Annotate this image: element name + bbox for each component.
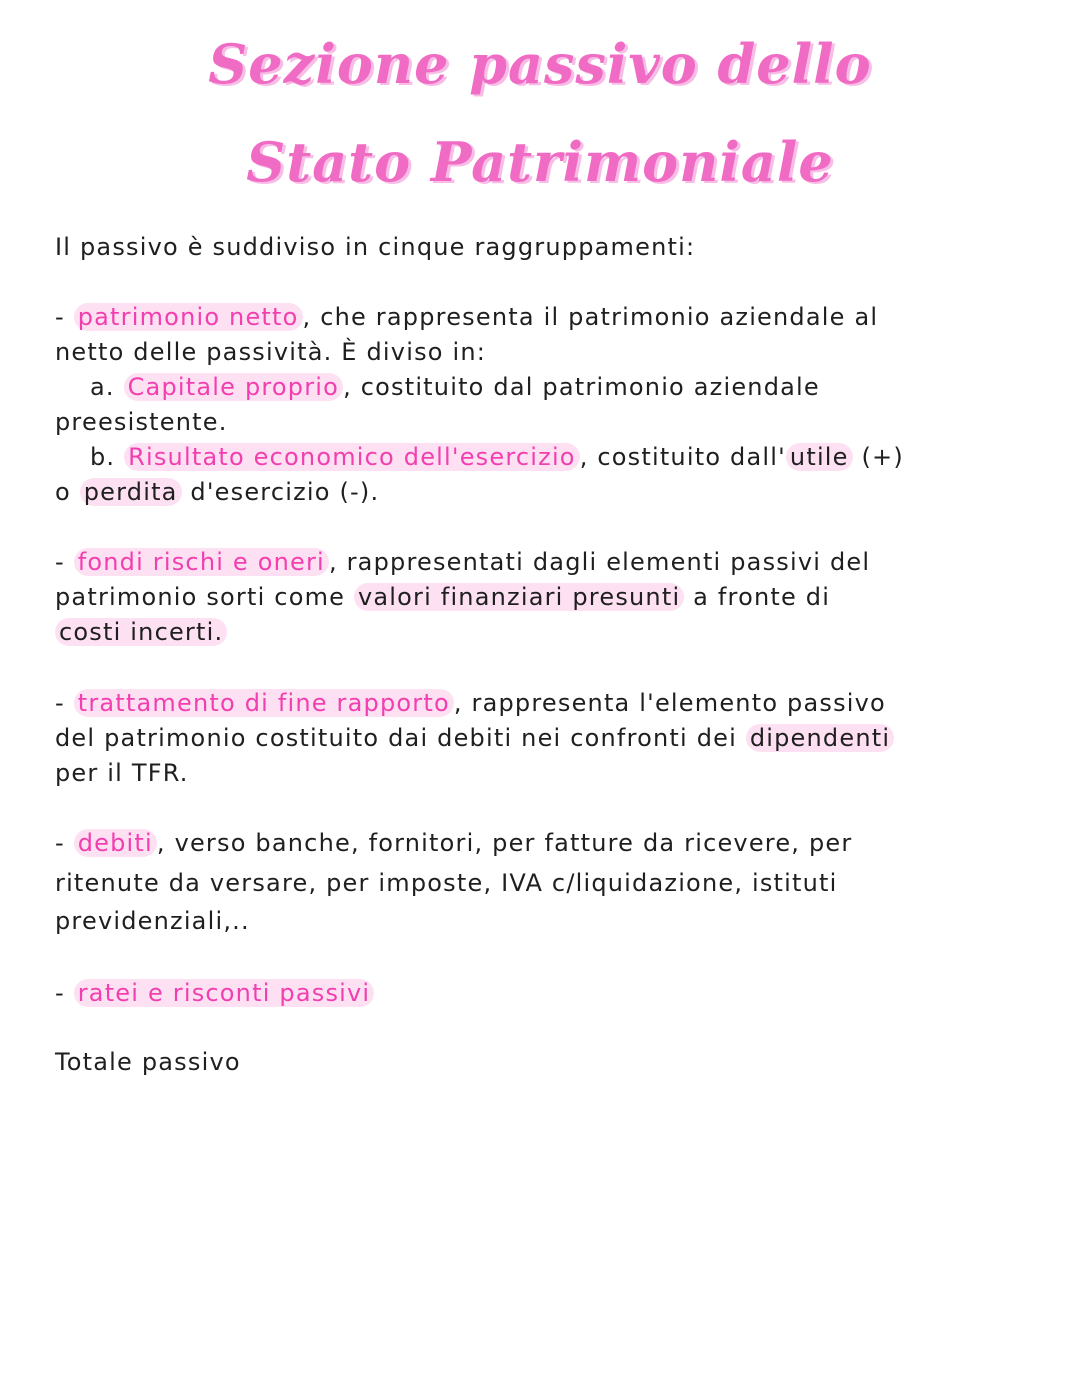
item-b-line-2 [55,477,379,507]
item-a-line-1 [90,372,820,402]
emph-valori-presunti: valori finanziari presunti [354,583,684,611]
word-perdita: perdita [80,478,182,506]
tfr-text-2: del patrimonio costituito dai debiti nei confronti dei [55,724,746,752]
fondi-line-3 [55,617,227,647]
ratei-line [55,978,374,1008]
tfr-text-1: , rappresenta l'elemento passivo [453,689,886,717]
emph-costi-incerti: costi incerti. [55,618,227,646]
term-fondi-rischi-oneri: fondi rischi e oneri [74,548,329,576]
list-dash: - [55,689,65,717]
term-capitale-proprio: Capitale proprio [124,373,343,401]
item-b-text-2: (+) [852,443,904,471]
item-a-line-2: preesistente. [55,408,228,436]
debiti-line-1 [55,828,852,858]
emph-dipendenti: dipendenti [746,724,894,752]
item-b-text-1: , costituito dall' [579,443,786,471]
item-b-marker: b. [90,443,116,471]
term-risultato-economico: Risultato economico dell'esercizio [124,443,580,471]
item-b-line-1 [90,442,904,472]
debiti-text-1: , verso banche, fornitori, per fatture da ricevere, per [156,829,853,857]
patrimonio-netto-line-2: netto delle passività. È diviso in: [55,338,487,366]
totale-passivo: Totale passivo [55,1048,241,1076]
page-title-line-2: Stato Patrimoniale [246,130,834,194]
term-patrimonio-netto: patrimonio netto [74,303,303,331]
tfr-line-1 [55,688,886,718]
term-ratei-risconti: ratei e risconti passivi [74,979,375,1007]
list-dash: - [55,548,65,576]
fondi-text-1: , rappresentati dagli elementi passivi del [328,548,871,576]
tfr-line-2 [55,723,894,753]
fondi-line-1 [55,547,870,577]
fondi-text-2: patrimonio sorti come [55,583,354,611]
item-a-text-1: , costituito dal patrimonio aziendale [343,373,820,401]
item-a-marker: a. [90,373,115,401]
list-dash: - [55,303,65,331]
term-tfr: trattamento di fine rapporto [74,689,454,717]
tfr-line-3: per il TFR. [55,759,189,787]
intro-text: Il passivo è suddiviso in cinque raggruppamenti: [55,233,696,261]
term-debiti: debiti [74,829,157,857]
patrimonio-netto-line-1 [55,302,878,332]
page-title-line-1: Sezione passivo dello [208,32,872,96]
list-dash: - [55,979,65,1007]
list-dash: - [55,829,65,857]
debiti-line-2: ritenute da versare, per imposte, IVA c/liquidazione, istituti [55,869,838,897]
item-b-text-4: d'esercizio (-). [181,478,380,506]
patrimonio-netto-text-1: , che rappresenta il patrimonio aziendale al [302,303,879,331]
item-b-text-3: o [55,478,80,506]
fondi-text-3: a fronte di [684,583,831,611]
fondi-line-2 [55,582,830,612]
word-utile: utile [786,443,853,471]
debiti-line-3: previdenziali,.. [55,907,250,935]
